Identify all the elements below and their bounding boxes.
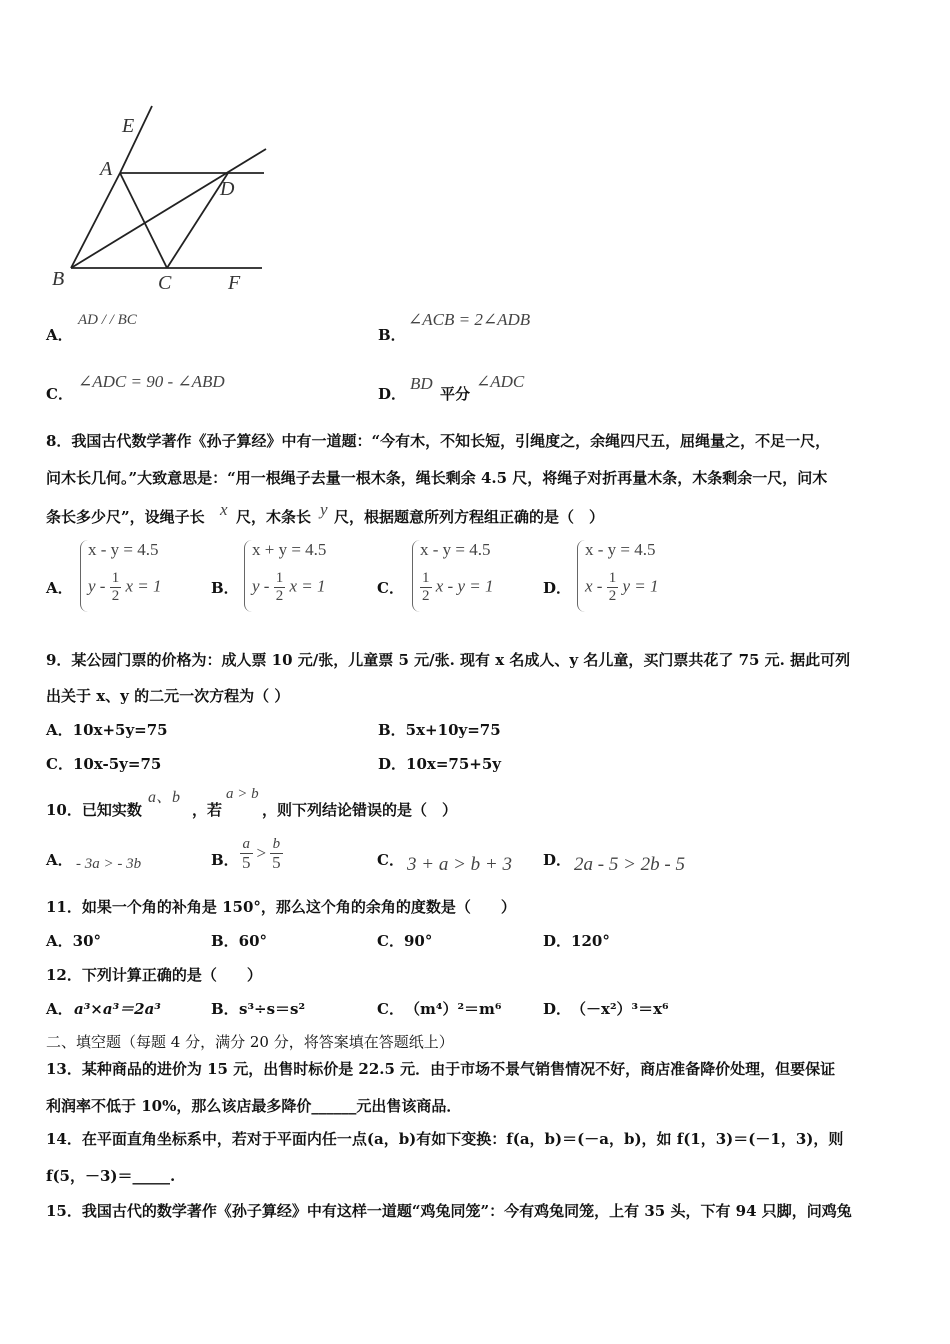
q8-stem-line3-c: 尺，根据题意所列方程组正确的是（ ） xyxy=(334,508,605,526)
point-label-C: C xyxy=(158,272,172,294)
q8-option-b-label: B． xyxy=(211,579,239,597)
q7-option-c-label[interactable]: C． xyxy=(46,385,73,403)
q8-stem-line3-a: 条长多少尺”，设绳子长 xyxy=(46,508,205,526)
q8-option-a-eq1: x - y = 4.5 xyxy=(88,540,159,559)
q8-var-y: y xyxy=(320,500,328,519)
q9-option-d[interactable]: D．10x=75+5y xyxy=(378,755,501,773)
eq2-post: x - y = 1 xyxy=(435,576,494,596)
section-title-fill-in: 二、填空题（每题 4 分，满分 20 分，将答案填在答题纸上） xyxy=(46,1033,454,1051)
q7-option-d-pre: BD xyxy=(410,374,433,393)
q8-stem-line2: 问木长几何。”大致意思是：“用一根绳子去量一根木条，绳长剩余 4.5 尺，将绳子对折再量木条，木条剩余一尺，问木 xyxy=(46,469,828,487)
q7-option-b-text: ∠ACB = 2∠ADB xyxy=(408,310,531,329)
q10-vars: a、b xyxy=(148,789,181,806)
q7-option-a-label[interactable]: A． xyxy=(46,326,73,344)
eq2-post: x = 1 xyxy=(125,576,162,596)
q9-stem-line2: 出关于 x、y 的二元一次方程为（ ） xyxy=(46,687,290,705)
q7-option-a-text: AD / / BC xyxy=(78,312,137,328)
q10-stem-mid: ，若 xyxy=(192,801,223,819)
q12-option-c-expr: （m⁴）²＝m⁶ xyxy=(405,1000,502,1018)
q9-option-a[interactable]: A．10x+5y=75 xyxy=(46,721,168,739)
point-label-A: A xyxy=(100,158,113,180)
fraction: $\frac{1}{2}$ xyxy=(111,570,120,604)
q12-option-b-label[interactable]: B． xyxy=(211,1000,239,1018)
q10-option-d-label[interactable]: D． xyxy=(543,851,572,869)
q8-option-c-label: C． xyxy=(377,579,404,597)
q7-option-d-label[interactable]: D． xyxy=(378,385,407,403)
q8-var-x: x xyxy=(220,500,228,519)
fraction: $\frac{1}{2}$ xyxy=(608,570,617,604)
q8-option-b-eq2 xyxy=(252,570,326,605)
eq2-pre: x - xyxy=(585,576,603,596)
fraction-b: $\frac{b}{5}$ xyxy=(272,836,281,872)
q13-stem-line2: 利润率不低于 10%，那么该店最多降价______元出售该商品． xyxy=(46,1097,462,1115)
q10-option-b-label[interactable]: B． xyxy=(211,851,239,869)
q10-option-b-expr xyxy=(240,836,283,871)
q8-stem-line1: 8．我国古代数学著作《孙子算经》中有一道题：“今有木，不知长短，引绳度之，余绳四尺五，屈绳量之，不足一尺， xyxy=(46,432,831,450)
q11-option-c[interactable]: C．90° xyxy=(377,932,433,950)
q10-option-c-label[interactable]: C． xyxy=(377,851,404,869)
q7-option-b-label[interactable]: B． xyxy=(378,326,406,344)
q8-option-b-eq1: x + y = 4.5 xyxy=(252,540,327,559)
q12-option-d-label[interactable]: D． xyxy=(543,1000,572,1018)
q9-option-b[interactable]: B．5x+10y=75 xyxy=(378,721,501,739)
point-label-F: F xyxy=(228,272,241,294)
greater-than-sign: > xyxy=(256,843,267,863)
q10-stem-post: ，则下列结论错误的是（ ） xyxy=(262,801,458,819)
fraction: $\frac{1}{2}$ xyxy=(275,570,284,604)
point-label-B: B xyxy=(52,268,65,290)
q11-option-a[interactable]: A．30° xyxy=(46,932,102,950)
q8-stem-line3-b: 尺，木条长 xyxy=(236,508,312,526)
q12-stem: 12．下列计算正确的是（ ） xyxy=(46,966,262,984)
q8-option-d-eq1: x - y = 4.5 xyxy=(585,540,656,559)
q8-option-a-eq2 xyxy=(88,570,162,605)
line-CD xyxy=(167,173,228,268)
eq2-pre: y - xyxy=(252,576,270,596)
q10-option-a-label[interactable]: A． xyxy=(46,851,73,869)
q12-option-c-label[interactable]: C． xyxy=(377,1000,404,1018)
q11-option-b[interactable]: B．60° xyxy=(211,932,268,950)
q8-option-c-eq1: x - y = 4.5 xyxy=(420,540,491,559)
q12-option-d-expr: （－x²）³＝x⁶ xyxy=(571,1000,669,1018)
q7-option-d-mid: 平分 xyxy=(440,385,471,403)
eq2-pre: y - xyxy=(88,576,106,596)
q10-option-a-expr: - 3a > - 3b xyxy=(76,856,142,872)
q11-option-d[interactable]: D．120° xyxy=(543,932,610,950)
q12-option-a-expr: a³×a³＝2a³ xyxy=(74,1000,161,1018)
q9-option-c[interactable]: C．10x-5y=75 xyxy=(46,755,162,773)
q8-option-c-eq2 xyxy=(420,570,493,605)
q8-option-d-eq2 xyxy=(585,570,659,605)
q15-stem-line1: 15．我国古代的数学著作《孙子算经》中有这样一道题“鸡兔同笼”：今有鸡兔同笼，上有 35 头，下有 94 只脚，问鸡兔 xyxy=(46,1202,852,1220)
q10-stem-pre: 10．已知实数 xyxy=(46,801,142,819)
q7-option-d-post: ∠ADC xyxy=(476,372,525,391)
line-AC xyxy=(120,173,167,268)
q14-stem-line2: f(5，－3)＝_____. xyxy=(46,1167,176,1185)
eq2-post: y = 1 xyxy=(622,576,659,596)
fraction-a: $\frac{a}{5}$ xyxy=(242,836,251,872)
q8-option-a-label: A． xyxy=(46,579,73,597)
q9-stem-line1: 9．某公园门票的价格为：成人票 10 元/张，儿童票 5 元/张. 现有 x 名成人、y 名儿童，买门票共花了 75 元. 据此可列 xyxy=(46,651,851,669)
q14-stem-line1: 14．在平面直角坐标系中，若对于平面内任一点(a，b)有如下变换：f(a，b)＝(－a，b)，如 f(1，3)＝(－1，3)，则 xyxy=(46,1130,844,1148)
q10-condition: a > b xyxy=(226,786,259,802)
point-label-E: E xyxy=(122,115,135,137)
q10-option-c-expr: 3 + a > b + 3 xyxy=(407,854,512,875)
q12-option-b-expr: s³÷s＝s² xyxy=(239,1000,306,1018)
point-label-D: D xyxy=(220,178,235,200)
q12-option-a-label[interactable]: A． xyxy=(46,1000,73,1018)
q11-stem: 11．如果一个角的补角是 150°，那么这个角的余角的度数是（ ） xyxy=(46,898,516,916)
q10-option-d-expr: 2a - 5 > 2b - 5 xyxy=(574,854,685,875)
geometry-figure xyxy=(40,95,280,300)
fraction: $\frac{1}{2}$ xyxy=(422,570,430,604)
q13-stem-line1: 13．某种商品的进价为 15 元，出售时标价是 22.5 元．由于市场不景气销售情况不好，商店准备降价处理，但要保证 xyxy=(46,1060,836,1078)
eq2-post: x = 1 xyxy=(289,576,326,596)
q7-option-c-text: ∠ADC = 90 - ∠ABD xyxy=(78,372,225,391)
q8-option-d-label: D． xyxy=(543,579,572,597)
